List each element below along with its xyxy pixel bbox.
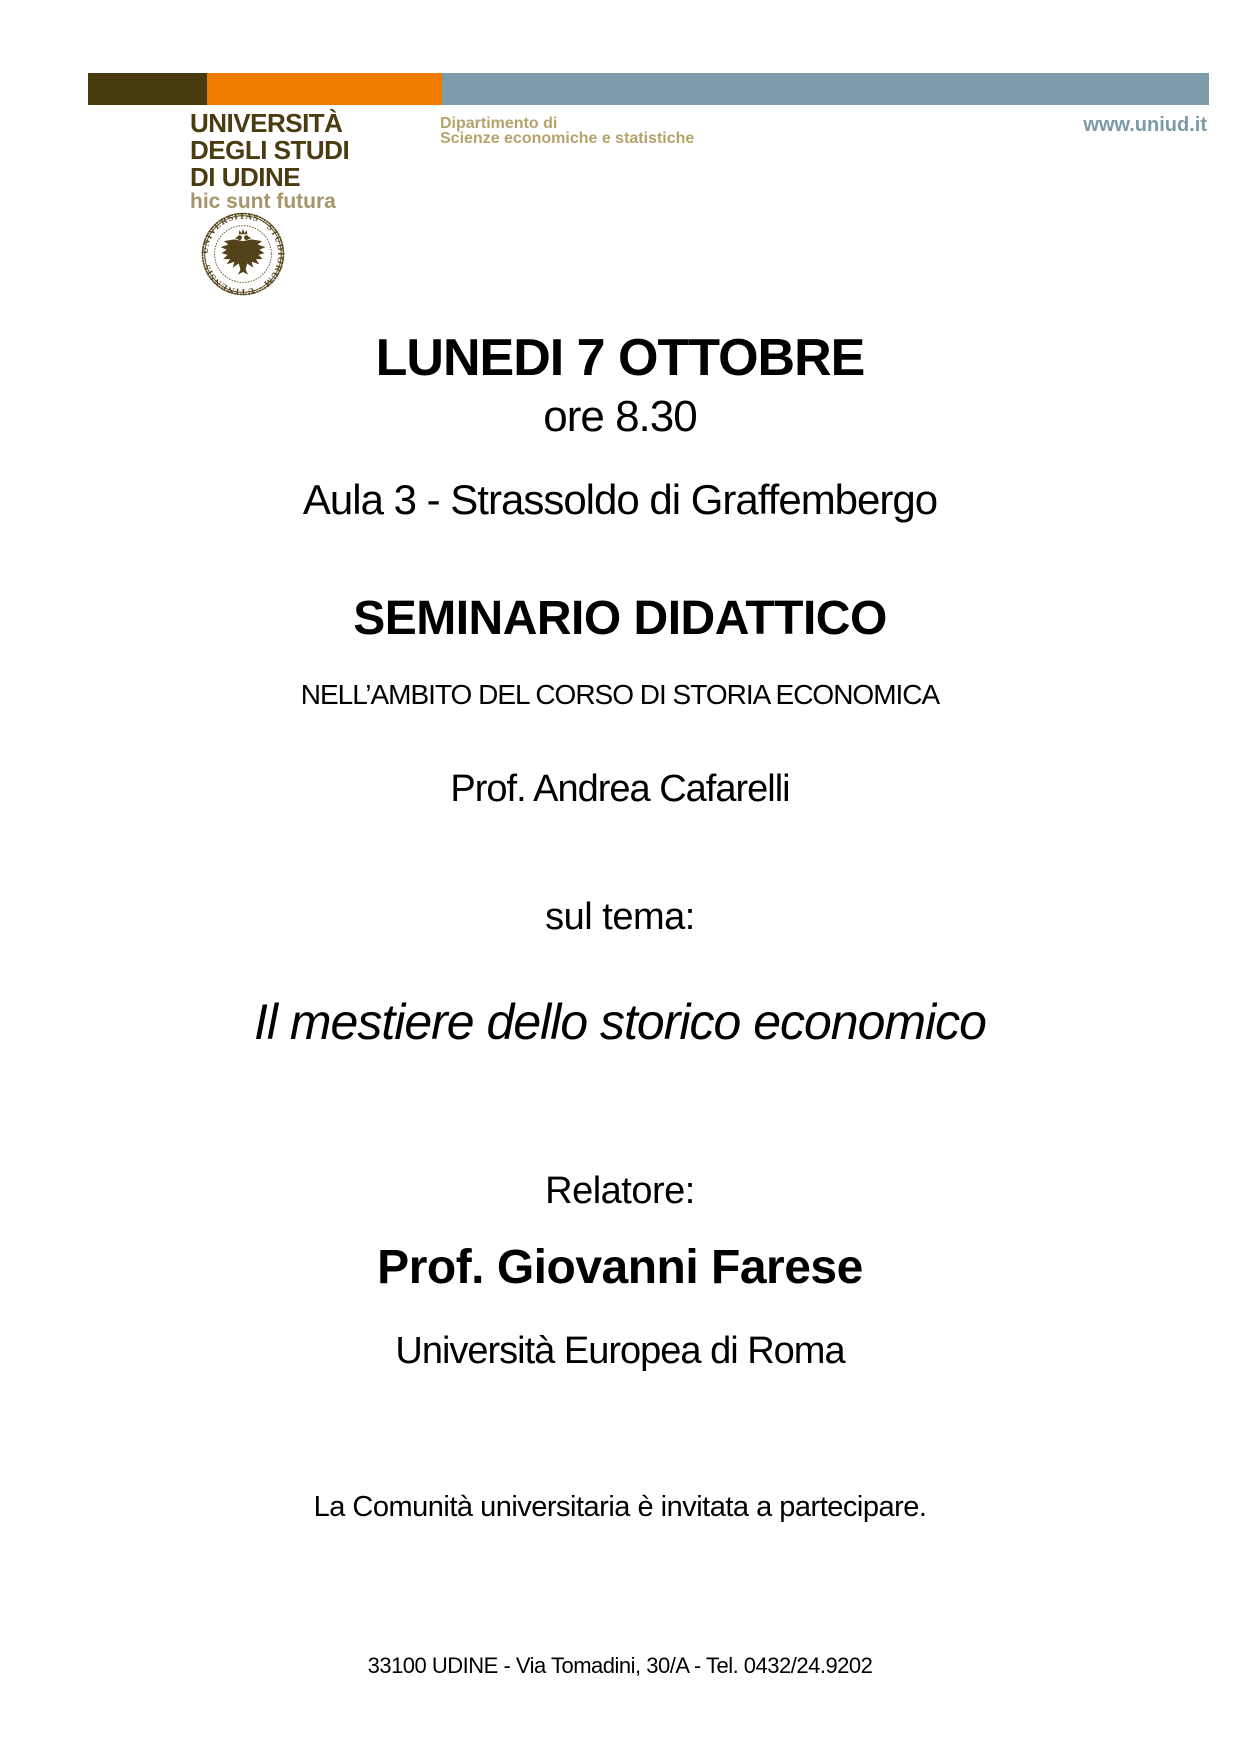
topic-label: sul tema: [545, 896, 695, 938]
university-seal-icon [200, 211, 286, 297]
event-time: ore 8.30 [543, 392, 697, 441]
footer-address: 33100 UDINE - Via Tomadini, 30/A - Tel. 0432/24.9202 [367, 1653, 873, 1678]
venue: Aula 3 - Strassoldo di Graffembergo [302, 476, 938, 523]
department-line-2: Scienze economiche e statistiche [440, 130, 695, 147]
topic-title: Il mestiere dello storico economico [254, 994, 986, 1050]
logo-motto: hic sunt futura [190, 190, 336, 213]
department-name [440, 116, 694, 146]
logo-line-3: DI UDINE [190, 162, 301, 192]
seminar-type: SEMINARIO DIDATTICO [353, 592, 887, 645]
speaker-name: Prof. Giovanni Farese [377, 1241, 863, 1294]
header-bar-brown [88, 73, 207, 105]
logo-line-1: UNIVERSITÀ [190, 108, 343, 138]
header-bar-blue [442, 73, 1209, 105]
invitation-text: La Comunità universitaria è invitata a partecipare. [313, 1491, 927, 1523]
lecturer-name: Prof. Andrea Cafarelli [450, 768, 790, 810]
logo-line-2: DEGLI STUDI [190, 135, 350, 165]
header-bar-orange [207, 73, 442, 105]
seal-ring-text: UNIVERSITAS · STUDIORUM · UTINENSIS · [200, 211, 286, 297]
eagle-icon [221, 229, 266, 275]
event-date: LUNEDI 7 OTTOBRE [375, 329, 865, 387]
speaker-label: Relatore: [545, 1170, 695, 1212]
university-logo [190, 110, 349, 191]
course-context: NELL’AMBITO DEL CORSO DI STORIA ECONOMICA [300, 679, 940, 710]
speaker-affiliation: Università Europea di Roma [395, 1330, 845, 1372]
website-link[interactable]: www.uniud.it [1083, 114, 1207, 136]
department-line-1: Dipartimento di [440, 115, 558, 132]
